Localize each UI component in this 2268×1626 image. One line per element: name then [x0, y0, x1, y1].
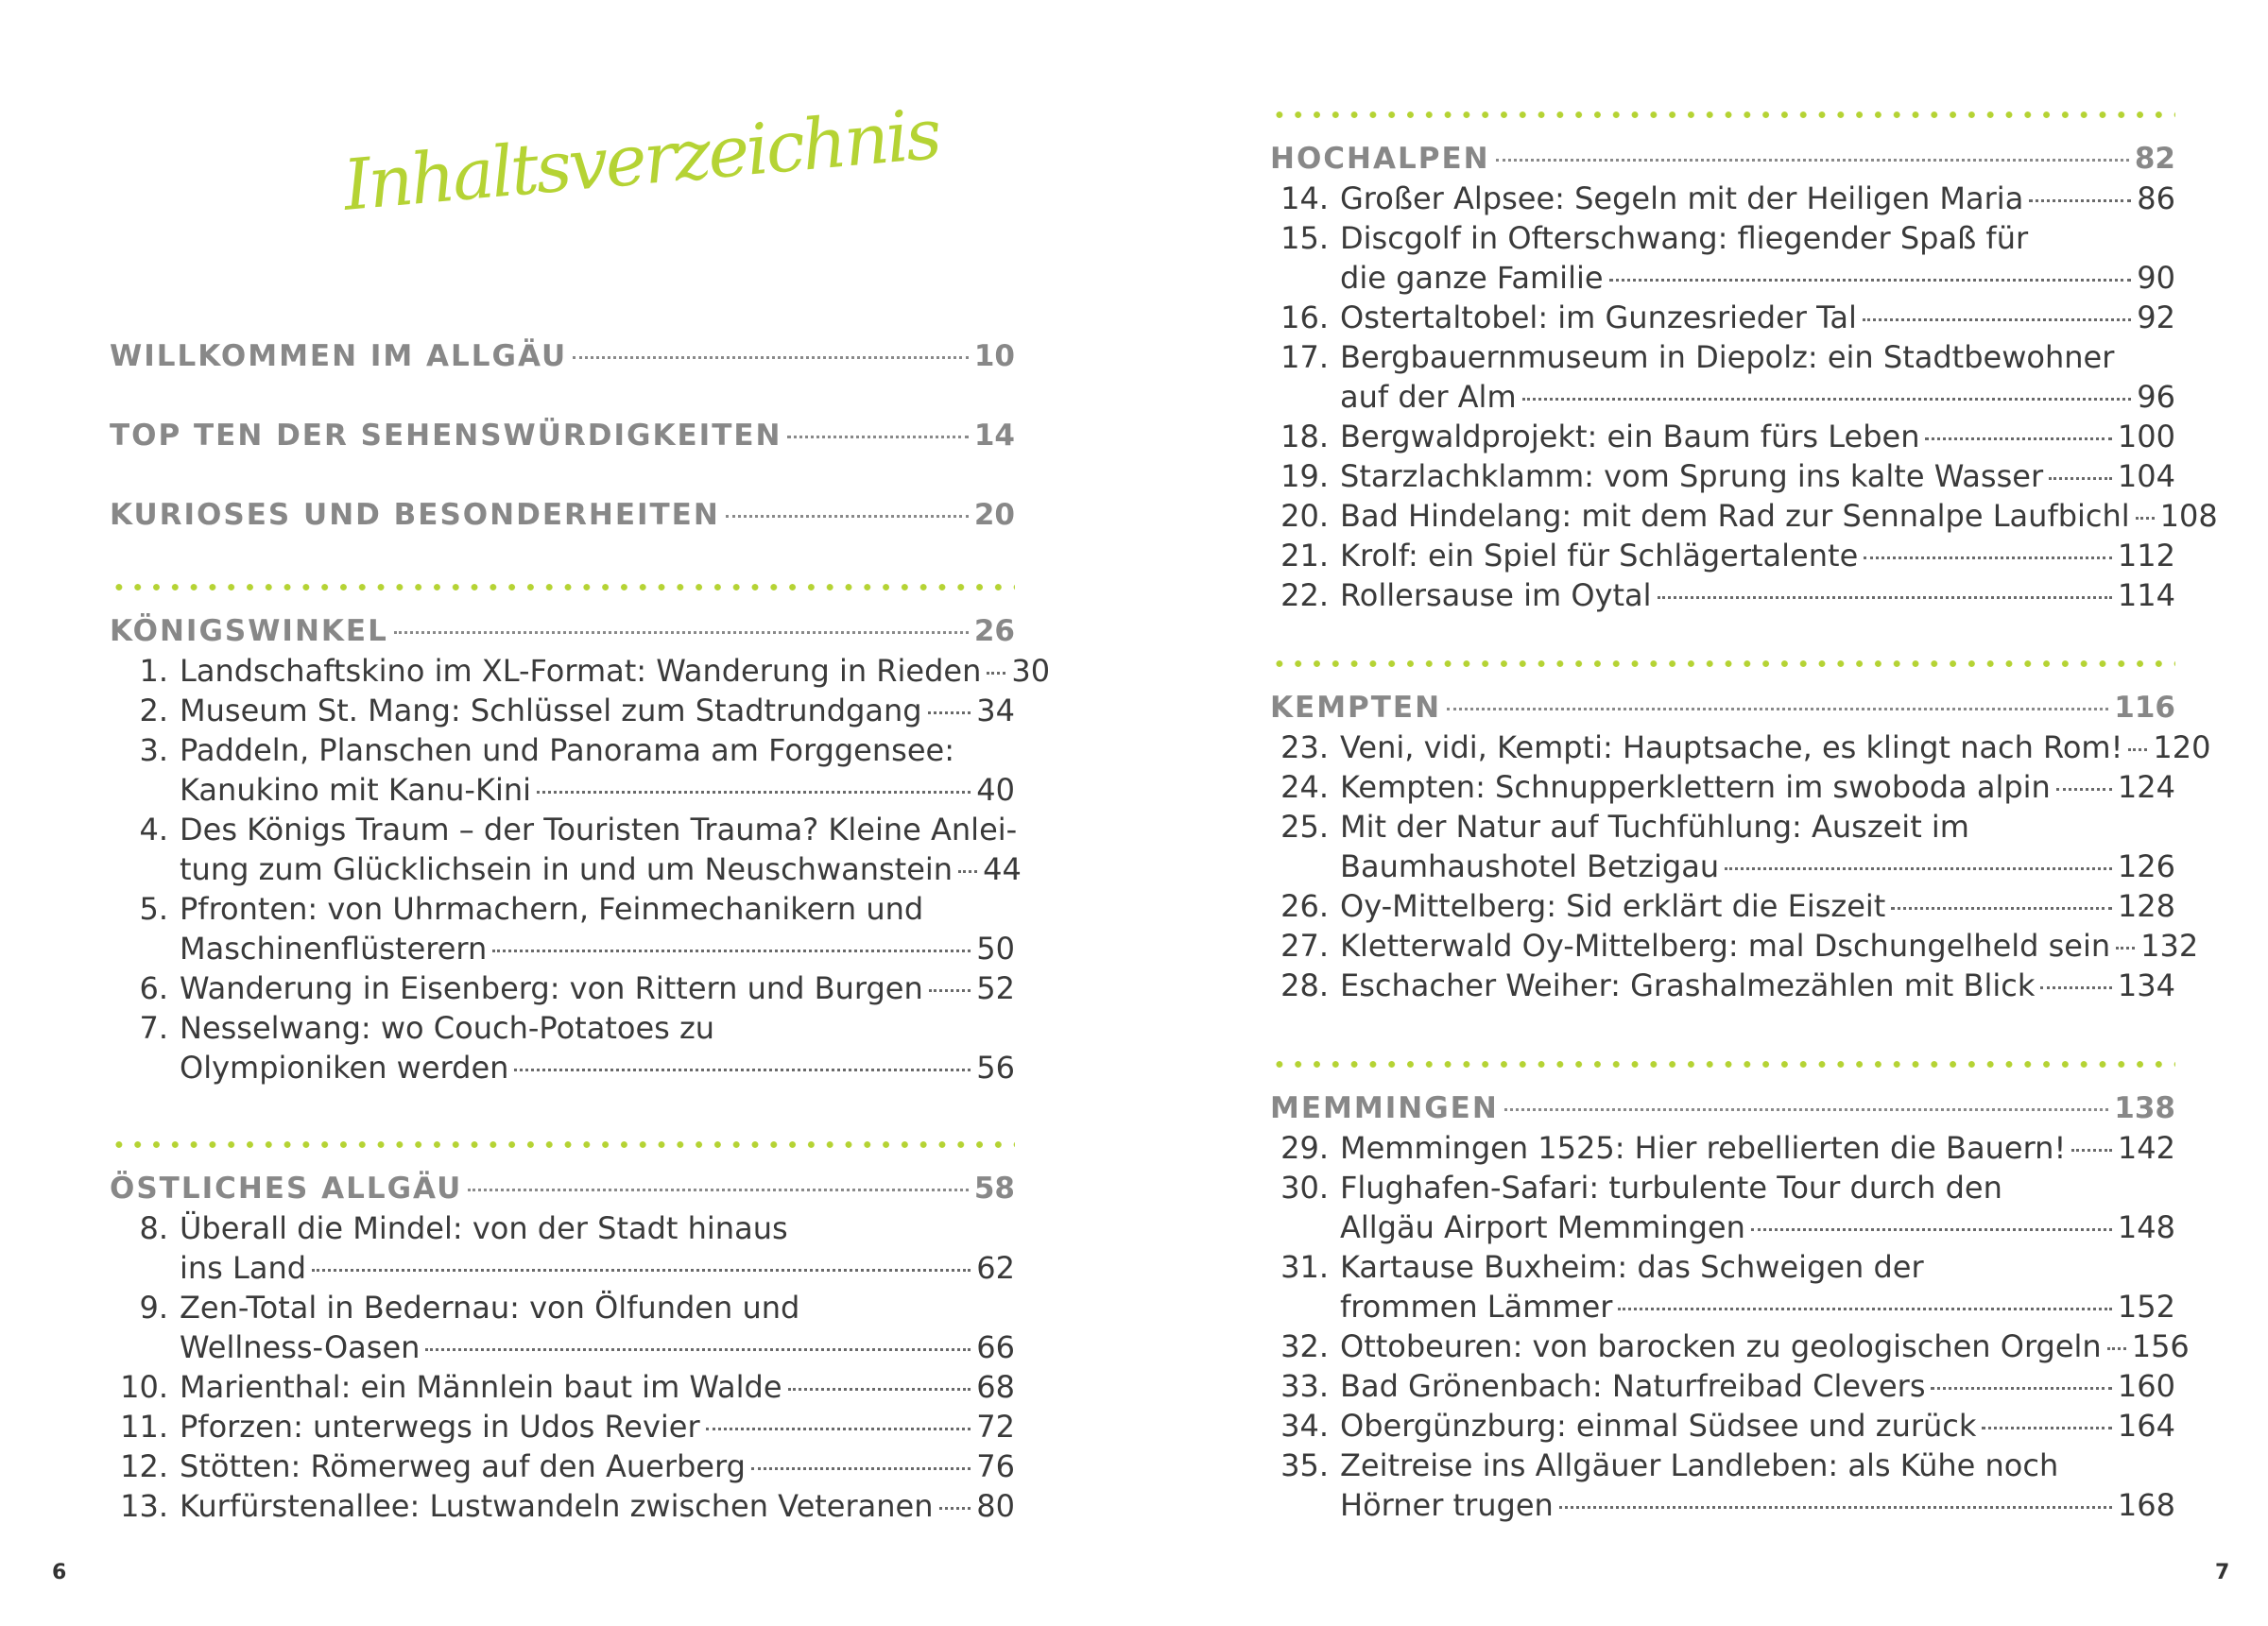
entry-page: 152	[2117, 1289, 2175, 1325]
entry-title: Eschacher Weiher: Grashalmezählen mit Blick	[1340, 967, 2036, 1003]
leader-dots	[2107, 1347, 2126, 1350]
entry-number: 17.	[1280, 339, 1329, 375]
entry-number: 18.	[1280, 419, 1329, 454]
entry-title: Landschaftskino im XL-Format: Wanderung in Rieden	[180, 653, 982, 689]
section-title: HOCHALPEN	[1270, 142, 1490, 176]
entry-title: Bad Hindelang: mit dem Rad zur Sennalpe Laufbichl	[1340, 498, 2130, 534]
entry-title-continued: frommen Lämmer	[1340, 1289, 1613, 1325]
entry-number: 23.	[1280, 729, 1329, 765]
entry-page: 132	[2140, 928, 2199, 964]
entry-page: 100	[2117, 419, 2175, 454]
leader-dots	[939, 1507, 971, 1510]
entry-number: 33.	[1280, 1368, 1329, 1404]
leader-dots	[1559, 1506, 2112, 1509]
leader-dots	[1618, 1308, 2112, 1310]
entry-title: Stötten: Römerweg auf den Auerberg	[180, 1448, 746, 1484]
leader-dots	[928, 711, 971, 714]
entry-title: Flughafen-Safari: turbulente Tour durch den	[1340, 1170, 2002, 1206]
entry-title-continued: Maschinenflüsterern	[180, 931, 488, 967]
right-page	[1134, 0, 2268, 1626]
entry-page: 114	[2117, 577, 2175, 613]
toc-entry[interactable]	[1270, 1406, 2175, 1446]
entry-number: 10.	[120, 1369, 168, 1405]
entry-page: 124	[2117, 769, 2175, 805]
entry-page: 86	[2137, 180, 2175, 216]
section-title: KEMPTEN	[1270, 691, 1442, 725]
toc-entry-continuation	[1270, 1207, 2175, 1247]
toc-entry[interactable]	[110, 1446, 1015, 1486]
section-page: 116	[2114, 691, 2175, 725]
entry-page: 92	[2137, 300, 2175, 335]
toc-heading	[335, 94, 942, 227]
leader-dots	[751, 1467, 971, 1470]
entry-number: 9.	[139, 1290, 168, 1326]
entry-title: Bergwaldprojekt: ein Baum fürs Leben	[1340, 419, 1920, 454]
entry-title: Marienthal: ein Männlein baut im Walde	[180, 1369, 782, 1405]
leader-dots	[1658, 596, 2112, 599]
entry-number: 28.	[1280, 967, 1329, 1003]
entry-title: Krolf: ein Spiel für Schlägertalente	[1340, 538, 1859, 573]
entry-title: Zen-Total in Bedernau: von Ölfunden und	[180, 1290, 800, 1326]
toc-entry[interactable]	[110, 1208, 1015, 1248]
intro-entry-page: 14	[973, 419, 1015, 453]
leader-dots	[788, 1388, 971, 1391]
toc-entry[interactable]	[110, 691, 1015, 730]
section-heading[interactable]	[110, 1169, 1015, 1208]
entry-page: 112	[2117, 538, 2175, 573]
entry-page: 104	[2117, 458, 2175, 494]
entry-title: Memmingen 1525: Hier rebellierten die Bauern!	[1340, 1130, 2067, 1166]
toc-entry-continuation	[110, 770, 1015, 810]
leader-dots	[2029, 199, 2131, 202]
entry-number: 22.	[1280, 577, 1329, 613]
entry-number: 13.	[120, 1488, 168, 1524]
entry-title: Nesselwang: wo Couch-Potatoes zu	[180, 1010, 715, 1046]
entry-number: 31.	[1280, 1249, 1329, 1285]
toc-entry[interactable]	[1270, 767, 2175, 807]
leader-dots	[1864, 556, 2112, 559]
entry-page: 156	[2131, 1328, 2190, 1364]
toc-entry[interactable]	[1270, 807, 2175, 847]
entry-number: 34.	[1280, 1408, 1329, 1444]
toc-heading-text: Inhaltsverzeichnis	[339, 94, 942, 227]
entry-title-continued: Allgäu Airport Memmingen	[1340, 1209, 1745, 1245]
toc-entry[interactable]	[1270, 966, 2175, 1005]
entry-title: Überall die Mindel: von der Stadt hinaus	[180, 1210, 788, 1246]
toc-entry[interactable]	[1270, 1446, 2175, 1485]
leader-dots	[1609, 279, 2132, 282]
leader-dots	[1982, 1427, 2112, 1429]
dotted-divider	[110, 584, 1015, 590]
dotted-divider	[1270, 111, 2175, 118]
entry-title-continued: ins Land	[180, 1250, 307, 1286]
leader-dots	[2136, 517, 2155, 520]
section-heading[interactable]	[1270, 688, 2175, 727]
leader-dots	[1522, 398, 2132, 401]
toc-entry[interactable]	[1270, 179, 2175, 218]
entry-number: 1.	[139, 653, 168, 689]
dotted-divider	[110, 1141, 1015, 1148]
entry-title: Bergbauernmuseum in Diepolz: ein Stadtbewohner	[1340, 339, 2115, 375]
entry-title: Paddeln, Planschen und Panorama am Forggensee:	[180, 732, 954, 768]
entry-page: 160	[2117, 1368, 2175, 1404]
entry-title: Kempten: Schnupperklettern im swoboda alpin	[1340, 769, 2051, 805]
leader-dots	[1931, 1387, 2111, 1390]
entry-page: 90	[2137, 260, 2175, 296]
entry-title-continued: Olympioniken werden	[180, 1050, 509, 1086]
entry-title: Zeitreise ins Allgäuer Landleben: als Kühe noch	[1340, 1447, 2059, 1483]
intro-entry-page: 10	[973, 339, 1015, 373]
entry-number: 11.	[120, 1409, 168, 1445]
section-title: ÖSTLICHES ALLGÄU	[110, 1172, 463, 1206]
leader-dots	[514, 1069, 971, 1071]
toc-entry-continuation	[1270, 1287, 2175, 1326]
toc-entry-continuation	[110, 849, 1022, 889]
entry-page: 80	[976, 1488, 1015, 1524]
toc-entry-continuation	[1270, 258, 2175, 298]
section-koenigswinkel	[110, 584, 1051, 1087]
entry-number: 24.	[1280, 769, 1329, 805]
toc-entry[interactable]	[1270, 337, 2175, 377]
leader-dots	[2071, 1149, 2112, 1152]
toc-entry-continuation	[110, 1327, 1015, 1367]
entry-title-continued: Kanukino mit Kanu-Kini	[180, 772, 532, 808]
leader-dots	[706, 1428, 971, 1430]
entry-number: 5.	[139, 891, 168, 927]
toc-entry[interactable]	[1270, 1168, 2175, 1207]
leader-dots	[1925, 437, 2111, 440]
toc-entry[interactable]	[110, 968, 1015, 1008]
toc-heading-script	[335, 94, 942, 227]
leader-dots	[468, 1189, 969, 1191]
leader-dots	[1496, 159, 2129, 162]
entry-title: Starzlachklamm: vom Sprung ins kalte Wasser	[1340, 458, 2044, 494]
section-page: 58	[973, 1172, 1015, 1206]
entry-number: 21.	[1280, 538, 1329, 573]
entry-page: 68	[976, 1369, 1015, 1405]
section-heading[interactable]	[110, 611, 1015, 651]
entry-number: 30.	[1280, 1170, 1329, 1206]
entry-page: 120	[2153, 729, 2211, 765]
leader-dots	[929, 989, 971, 992]
entry-title-continued: Wellness-Oasen	[180, 1329, 421, 1365]
entry-title: Ottobeuren: von barocken zu geologischen Orgeln	[1340, 1328, 2102, 1364]
entry-title: Kurfürstenallee: Lustwandeln zwischen Veteranen	[180, 1488, 934, 1524]
entry-title: Veni, vidi, Kempti: Hauptsache, es klingt nach Rom!	[1340, 729, 2123, 765]
toc-entry[interactable]	[1270, 496, 2218, 536]
leader-dots	[425, 1348, 971, 1351]
entry-number: 29.	[1280, 1130, 1329, 1166]
dotted-divider	[1270, 1061, 2175, 1068]
toc-entry[interactable]	[1270, 1326, 2190, 1366]
toc-entry[interactable]	[110, 1367, 1015, 1407]
section-page: 26	[973, 614, 1015, 648]
entry-page: 148	[2117, 1209, 2175, 1245]
toc-entry[interactable]	[1270, 926, 2199, 966]
toc-entry[interactable]	[110, 889, 1015, 929]
entry-page: 50	[976, 931, 1015, 967]
entry-title-continued: tung zum Glücklichsein in und um Neuschwanstein	[180, 851, 954, 887]
entry-page: 126	[2117, 848, 2175, 884]
toc-entry[interactable]	[1270, 1366, 2175, 1406]
section-page: 138	[2114, 1091, 2175, 1125]
entry-title: Pforzen: unterwegs in Udos Revier	[180, 1409, 700, 1445]
entry-page: 34	[976, 693, 1015, 728]
intro-entry-title: TOP TEN DER SEHENSWÜRDIGKEITEN	[110, 419, 782, 453]
entry-title: Pfronten: von Uhrmachern, Feinmechanikern und	[180, 891, 924, 927]
section-hochalpen	[1270, 111, 2218, 615]
entry-page: 62	[976, 1250, 1015, 1286]
intro-entry-title: WILLKOMMEN IM ALLGÄU	[110, 339, 568, 373]
entry-title: Museum St. Mang: Schlüssel zum Stadtrundgang	[180, 693, 922, 728]
leader-dots	[394, 631, 969, 634]
entry-number: 32.	[1280, 1328, 1329, 1364]
entry-title-continued: die ganze Familie	[1340, 260, 1604, 296]
entry-page: 66	[976, 1329, 1015, 1365]
entry-page: 128	[2117, 888, 2175, 924]
entry-page: 44	[983, 851, 1022, 887]
leader-dots	[1447, 708, 2108, 710]
entry-page: 72	[976, 1409, 1015, 1445]
entry-page: 108	[2159, 498, 2218, 534]
section-title: MEMMINGEN	[1270, 1091, 1499, 1125]
section-oestliches-allgaeu	[110, 1141, 1015, 1526]
entry-title: Discgolf in Ofterschwang: fliegender Spaß für	[1340, 220, 2029, 256]
toc-entry[interactable]	[1270, 536, 2175, 575]
entry-title: Rollersause im Oytal	[1340, 577, 1652, 613]
leader-dots	[1751, 1228, 2112, 1231]
section-page: 82	[2134, 142, 2175, 176]
leader-dots	[726, 515, 969, 518]
entry-title: Großer Alpsee: Segeln mit der Heiligen Maria	[1340, 180, 2024, 216]
entry-page: 30	[1011, 653, 1051, 689]
page-number-right: 7	[2215, 1561, 2230, 1584]
section-heading[interactable]	[1270, 1088, 2175, 1128]
entry-title: Bad Grönenbach: Naturfreibad Clevers	[1340, 1368, 1926, 1404]
toc-entry[interactable]	[110, 1288, 1015, 1327]
entry-number: 15.	[1280, 220, 1329, 256]
section-title: KÖNIGSWINKEL	[110, 614, 388, 648]
leader-dots	[2040, 986, 2112, 989]
toc-entry-continuation	[1270, 377, 2175, 417]
toc-entry[interactable]	[110, 810, 1018, 849]
intro-entry[interactable]	[110, 495, 1015, 535]
entry-number: 6.	[139, 970, 168, 1006]
leader-dots	[987, 672, 1005, 675]
toc-entry-continuation	[110, 1048, 1015, 1087]
toc-entry[interactable]	[110, 730, 1015, 770]
intro-entry-page: 20	[973, 498, 1015, 532]
entry-page: 40	[976, 772, 1015, 808]
entry-number: 16.	[1280, 300, 1329, 335]
toc-entry[interactable]	[110, 1486, 1015, 1526]
intro-entry[interactable]	[110, 336, 1015, 376]
entry-title-continued: Hörner trugen	[1340, 1487, 1554, 1523]
leader-dots	[2049, 477, 2112, 480]
leader-dots	[312, 1269, 971, 1272]
toc-entry[interactable]	[1270, 417, 2175, 456]
entry-number: 4.	[139, 812, 168, 847]
toc-entry[interactable]	[1270, 727, 2211, 767]
entry-page: 164	[2117, 1408, 2175, 1444]
leader-dots	[537, 791, 971, 794]
leader-dots	[958, 870, 977, 873]
leader-dots	[573, 356, 969, 359]
entry-page: 142	[2117, 1130, 2175, 1166]
toc-entry-continuation	[110, 1248, 1015, 1288]
toc-entry[interactable]	[110, 1407, 1015, 1446]
leader-dots	[1725, 867, 2112, 870]
toc-entry[interactable]	[1270, 218, 2175, 258]
entry-title-continued: Baumhaushotel Betzigau	[1340, 848, 1720, 884]
entry-title: Oy-Mittelberg: Sid erklärt die Eiszeit	[1340, 888, 1886, 924]
entry-title: Des Königs Traum – der Touristen Trauma? Kleine Anlei-	[180, 812, 1018, 847]
entry-title: Obergünzburg: einmal Südsee und zurück	[1340, 1408, 1977, 1444]
toc-entry[interactable]	[1270, 298, 2175, 337]
entry-page: 96	[2137, 379, 2175, 415]
entry-number: 2.	[139, 693, 168, 728]
entry-number: 3.	[139, 732, 168, 768]
intro-entry[interactable]	[110, 416, 1015, 455]
entry-title-continued: auf der Alm	[1340, 379, 1517, 415]
toc-entry[interactable]	[110, 1008, 1015, 1048]
entry-number: 35.	[1280, 1447, 1329, 1483]
leader-dots	[1863, 318, 2131, 321]
entry-page: 168	[2117, 1487, 2175, 1523]
leader-dots	[492, 950, 971, 952]
entry-page: 76	[976, 1448, 1015, 1484]
entry-page: 56	[976, 1050, 1015, 1086]
page-number-left: 6	[52, 1561, 67, 1584]
section-kempten	[1270, 660, 2211, 1005]
entry-title: Kartause Buxheim: das Schweigen der	[1340, 1249, 1924, 1285]
toc-entry[interactable]	[110, 651, 1051, 691]
entry-title: Ostertaltobel: im Gunzesrieder Tal	[1340, 300, 1857, 335]
toc-entry-continuation	[1270, 1485, 2175, 1525]
leader-dots	[1504, 1108, 2109, 1111]
entry-number: 26.	[1280, 888, 1329, 924]
entry-number: 7.	[139, 1010, 168, 1046]
leader-dots	[1891, 907, 2112, 910]
entry-title: Mit der Natur auf Tuchfühlung: Auszeit im	[1340, 809, 1969, 845]
entry-number: 8.	[139, 1210, 168, 1246]
toc-entry[interactable]	[1270, 575, 2175, 615]
toc-entry[interactable]	[1270, 456, 2175, 496]
entry-page: 52	[976, 970, 1015, 1006]
entry-page: 134	[2117, 967, 2175, 1003]
leader-dots	[2056, 788, 2112, 791]
toc-entry-continuation	[110, 929, 1015, 968]
toc-entry[interactable]	[1270, 886, 2175, 926]
intro-entries	[110, 336, 1015, 535]
section-heading[interactable]	[1270, 139, 2175, 179]
entry-title: Wanderung in Eisenberg: von Rittern und Burgen	[180, 970, 923, 1006]
entry-number: 14.	[1280, 180, 1329, 216]
leader-dots	[2128, 748, 2147, 751]
toc-entry[interactable]	[1270, 1247, 2175, 1287]
entry-number: 25.	[1280, 809, 1329, 845]
toc-entry-continuation	[1270, 847, 2175, 886]
entry-number: 12.	[120, 1448, 168, 1484]
entry-number: 20.	[1280, 498, 1329, 534]
leader-dots	[2116, 947, 2135, 950]
toc-entry[interactable]	[1270, 1128, 2175, 1168]
intro-entry-title: KURIOSES UND BESONDERHEITEN	[110, 498, 720, 532]
entry-number: 27.	[1280, 928, 1329, 964]
entry-number: 19.	[1280, 458, 1329, 494]
section-memmingen	[1270, 1061, 2190, 1525]
entry-title: Kletterwald Oy-Mittelberg: mal Dschungelheld sein	[1340, 928, 2111, 964]
leader-dots	[787, 436, 968, 438]
dotted-divider	[1270, 660, 2175, 667]
